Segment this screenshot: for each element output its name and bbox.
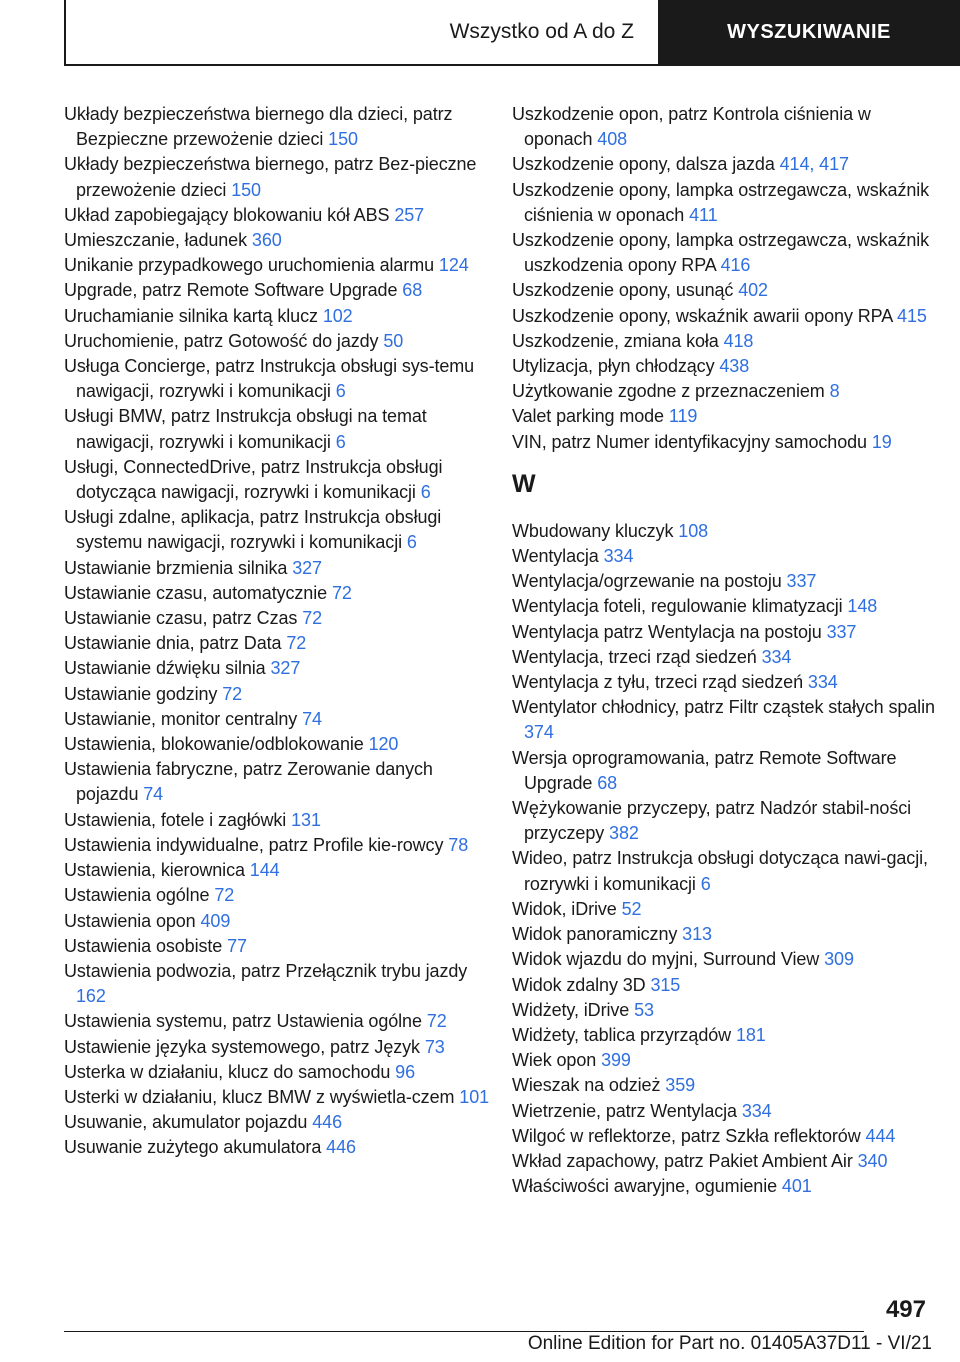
- entry-term: Uszkodzenie opony, dalsza jazda: [512, 154, 775, 175]
- entry-term: Usuwanie, akumulator pojazdu: [64, 1112, 308, 1133]
- entry-term: Widżety, tablica przyrządów: [512, 1024, 732, 1045]
- page-reference-link[interactable]: 327: [270, 658, 301, 679]
- entry-term: Uruchomienie, patrz Gotowość do jazdy: [64, 330, 379, 351]
- index-entry: [512, 846, 942, 896]
- page-reference-link[interactable]: 309: [824, 949, 854, 970]
- page-reference-link[interactable]: 119: [668, 406, 698, 427]
- page-reference-link[interactable]: 72: [214, 885, 235, 906]
- entry-term: Ustawienia indywidualne, patrz Profile kie‐rowcy: [64, 834, 444, 855]
- page-reference-link[interactable]: 327: [292, 557, 322, 578]
- entry-term: Ustawianie, monitor centralny: [64, 708, 298, 729]
- index-entry: [64, 152, 494, 202]
- page-reference-link[interactable]: 96: [395, 1061, 415, 1082]
- entry-term: Wentylator chłodnicy, patrz Filtr cząstek stałych spalin: [512, 697, 935, 718]
- entry-term: Wentylacja/ogrzewanie na postoju: [512, 571, 782, 592]
- page-reference-link[interactable]: 446: [326, 1137, 356, 1158]
- page-reference-link[interactable]: 401: [781, 1176, 812, 1197]
- entry-term: Widok panoramiczny: [512, 924, 678, 945]
- entry-term: Użytkowanie zgodne z przeznaczeniem: [512, 381, 825, 402]
- page-reference-link[interactable]: 120: [368, 734, 399, 755]
- page-reference-link[interactable]: 334: [603, 546, 634, 567]
- entry-term: Wężykowanie przyczepy, patrz Nadzór stabil‐ności przyczepy: [512, 798, 912, 844]
- entry-term: Ustawienia podwozia, patrz Przełącznik trybu jazdy: [64, 960, 468, 981]
- index-entry: [64, 556, 494, 581]
- page-reference-link[interactable]: 72: [302, 608, 323, 629]
- page-reference-link[interactable]: 181: [735, 1024, 766, 1045]
- index-entry: [64, 354, 494, 404]
- entry-term: Ustawianie dźwięku silnia: [64, 658, 266, 679]
- page-reference-link[interactable]: 78: [448, 834, 469, 855]
- footer-edition: Online Edition for Part no. 01405A37D11 - VI/21: [527, 1333, 932, 1354]
- page-reference-link[interactable]: 334: [741, 1100, 772, 1121]
- index-entry: [512, 973, 942, 998]
- entry-term: Ustawianie czasu, automatycznie: [64, 582, 328, 603]
- index-entry: [64, 732, 494, 757]
- page-reference-link[interactable]: 444: [865, 1125, 896, 1146]
- index-entry: [64, 404, 494, 454]
- page-reference-link[interactable]: 409: [200, 910, 231, 931]
- entry-term: Wentylacja foteli, regulowanie klimatyzacji: [512, 596, 843, 617]
- entry-term: Wietrzenie, patrz Wentylacja: [512, 1100, 737, 1121]
- page-reference-link[interactable]: 6: [700, 873, 711, 894]
- page-reference-link[interactable]: 68: [597, 772, 618, 793]
- entry-term: Usługi, ConnectedDrive, patrz Instrukcja obsługi dotycząca nawigacji, rozrywki i komunikacji: [64, 456, 443, 503]
- page-reference-link[interactable]: 72: [222, 683, 243, 704]
- index-entry: [64, 1085, 494, 1110]
- page-reference-link[interactable]: 315: [650, 974, 681, 995]
- page-reference-link[interactable]: 102: [322, 305, 353, 326]
- search-tab[interactable]: WYSZUKIWANIE: [658, 0, 960, 64]
- page-reference-link[interactable]: 148: [847, 596, 878, 617]
- index-entry: [64, 808, 494, 833]
- page-reference-link[interactable]: 50: [383, 330, 404, 351]
- index-entry: [64, 631, 494, 656]
- entry-term: Wieszak na odzież: [512, 1075, 661, 1096]
- entry-term: Ustawienia, fotele i zagłówki: [64, 809, 287, 830]
- entry-term: Wentylacja: [512, 546, 599, 567]
- page-reference-link[interactable]: 19: [871, 431, 892, 452]
- entry-term: Ustawienia osobiste: [64, 935, 223, 956]
- index-entry: [512, 1124, 942, 1149]
- entry-term: Wbudowany kluczyk: [512, 520, 674, 541]
- index-entry: [512, 1174, 942, 1199]
- index-entry: [512, 645, 942, 670]
- page-reference-link[interactable]: 8: [829, 381, 840, 402]
- page-reference-link[interactable]: 382: [609, 823, 639, 844]
- index-entry: [64, 934, 494, 959]
- index-entry: [512, 670, 942, 695]
- index-entry: [64, 253, 494, 278]
- entry-term: Układy bezpieczeństwa biernego dla dzieci, patrz Bezpieczne przewożenie dzieci: [64, 104, 453, 150]
- page-reference-link[interactable]: 131: [291, 809, 321, 830]
- page-reference-link[interactable]: 68: [402, 280, 423, 301]
- entry-term: Usuwanie zużytego akumulatora: [64, 1137, 322, 1158]
- page-number: 497: [885, 1296, 926, 1323]
- index-entry: [64, 329, 494, 354]
- index-entry: [64, 707, 494, 732]
- index-entry: [512, 178, 942, 228]
- entry-term: Umieszczanie, ładunek: [64, 230, 247, 251]
- entry-term: Ustawienia, kierownica: [64, 860, 245, 881]
- page-reference-link[interactable]: 124: [438, 255, 469, 276]
- index-entry: [64, 1009, 494, 1034]
- index-entry: [512, 228, 942, 278]
- entry-term: Widok wjazdu do myjni, Surround View: [512, 949, 820, 970]
- entry-term: Uszkodzenie opon, patrz Kontrola ciśnienia w oponach: [512, 104, 871, 150]
- index-entry: [512, 998, 942, 1023]
- index-entry: [64, 883, 494, 908]
- entry-term: Wentylacja z tyłu, trzeci rząd siedzeń: [512, 672, 803, 693]
- entry-term: Ustawianie dnia, patrz Data: [64, 633, 282, 654]
- entry-term: Wersja oprogramowania, patrz Remote Software Upgrade: [512, 747, 897, 793]
- section-title: Wszystko od A do Z: [449, 20, 634, 43]
- entry-term: Utylizacja, płyn chłodzący: [512, 356, 715, 377]
- page-reference-link[interactable]: 144: [249, 860, 280, 881]
- page-reference-link[interactable]: 399: [601, 1050, 631, 1071]
- entry-term: Usługa Concierge, patrz Instrukcja obsługi sys‐temu nawigacji, rozrywki i komunikacji: [64, 356, 475, 402]
- page-reference-link[interactable]: 313: [682, 924, 712, 945]
- entry-term: Ustawianie czasu, patrz Czas: [64, 608, 298, 629]
- entry-term: Valet parking mode: [512, 406, 664, 427]
- entry-term: Uszkodzenie opony, lampka ostrzegawcza, wskaźnik ciśnienia w oponach: [512, 179, 930, 225]
- page-reference-link[interactable]: 101: [459, 1086, 490, 1107]
- entry-term: Wiek opon: [512, 1050, 597, 1071]
- index-entry: [64, 278, 494, 303]
- entry-term: Wentylacja patrz Wentylacja na postoju: [512, 621, 822, 642]
- page-reference-link[interactable]: 408: [597, 129, 628, 150]
- page-reference-link[interactable]: 52: [621, 898, 642, 919]
- index-entry: [512, 329, 942, 354]
- index-entry: [64, 1110, 494, 1135]
- entry-term: Upgrade, patrz Remote Software Upgrade: [64, 280, 398, 301]
- page-reference-link[interactable]: 6: [406, 532, 417, 553]
- page-reference-link[interactable]: 340: [857, 1150, 888, 1171]
- index-entry: [64, 102, 494, 152]
- entry-term: Układ zapobiegający blokowaniu kół ABS: [64, 204, 390, 225]
- index-entry: [512, 746, 942, 796]
- page-reference-link[interactable]: 150: [231, 179, 261, 200]
- entry-term: Ustawienia systemu, patrz Ustawienia ogólne: [64, 1011, 422, 1032]
- page-reference-link[interactable]: 6: [420, 482, 431, 503]
- page-reference-link[interactable]: 334: [761, 646, 792, 667]
- index-entry: [64, 581, 494, 606]
- page-reference-link[interactable]: 72: [286, 633, 307, 654]
- index-entry: [64, 1035, 494, 1060]
- index-entry: [512, 379, 942, 404]
- index-entry: [512, 620, 942, 645]
- index-entry: [512, 354, 942, 379]
- index-entry: [512, 947, 942, 972]
- page-reference-link[interactable]: 162: [76, 986, 106, 1007]
- entry-term: Wideo, patrz Instrukcja obsługi dotycząca nawi‐gacji, rozrywki i komunikacji: [512, 848, 928, 894]
- index-entry: [64, 833, 494, 858]
- index-entry: [512, 102, 942, 152]
- index-entry: [512, 897, 942, 922]
- index-entry: [512, 1073, 942, 1098]
- entry-term: Ustawienie języka systemowego, patrz Język: [64, 1036, 420, 1057]
- index-entry: [64, 1060, 494, 1085]
- index-entry: [64, 656, 494, 681]
- entry-term: Uszkodzenie opony, wskaźnik awarii opony RPA: [512, 305, 893, 326]
- entry-term: Uszkodzenie opony, lampka ostrzegawcza, wskaźnik uszkodzenia opony RPA: [512, 230, 930, 276]
- page-reference-link[interactable]: 257: [394, 204, 425, 225]
- index-entry: [512, 519, 942, 544]
- page-reference-link[interactable]: 446: [312, 1112, 342, 1133]
- index-entry: [64, 455, 494, 505]
- index-entry: [512, 278, 942, 303]
- index-entry: [512, 796, 942, 846]
- entry-term: Uruchamianie silnika kartą klucz: [64, 305, 318, 326]
- entry-term: Unikanie przypadkowego uruchomienia alarmu: [64, 255, 435, 276]
- page-reference-link[interactable]: 73: [424, 1036, 445, 1057]
- page-reference-link[interactable]: 6: [335, 431, 346, 452]
- index-group-u-v: [512, 102, 942, 455]
- index-entry: [64, 606, 494, 631]
- letter-heading-w: W: [512, 469, 536, 498]
- entry-term: Ustawienia ogólne: [64, 885, 210, 906]
- index-entry: [64, 757, 494, 807]
- index-entry: [512, 544, 942, 569]
- page-reference-link[interactable]: 6: [335, 381, 346, 402]
- entry-term: Wkład zapachowy, patrz Pakiet Ambient Air: [512, 1150, 853, 1171]
- entry-term: Ustawienia opon: [64, 910, 196, 931]
- entry-term: Ustawienia, blokowanie/odblokowanie: [64, 734, 364, 755]
- page-reference-link[interactable]: 415: [897, 305, 927, 326]
- entry-term: Właściwości awaryjne, ogumienie: [512, 1176, 778, 1197]
- entry-term: Wilgoć w reflektorze, patrz Szkła reflektorów: [512, 1125, 861, 1146]
- index-entry: [512, 304, 942, 329]
- page-reference-link[interactable]: 359: [665, 1075, 696, 1096]
- index-entry: [512, 1048, 942, 1073]
- index-column-right: [512, 102, 942, 1199]
- entry-term: Układy bezpieczeństwa biernego, patrz Bez‐pieczne przewożenie dzieci: [64, 154, 477, 200]
- index-entry: [64, 909, 494, 934]
- entry-term: Widżety, iDrive: [512, 999, 630, 1020]
- page-reference-link[interactable]: 374: [524, 722, 554, 743]
- index-entry: [512, 430, 942, 455]
- entry-term: Uszkodzenie, zmiana koła: [512, 330, 719, 351]
- page-reference-link[interactable]: 334: [807, 672, 838, 693]
- entry-term: Widok, iDrive: [512, 898, 617, 919]
- entry-term: Uszkodzenie opony, usunąć: [512, 280, 734, 301]
- entry-term: Usterki w działaniu, klucz BMW z wyświetla‐czem: [64, 1086, 455, 1107]
- index-entry: [512, 1023, 942, 1048]
- page-reference-link[interactable]: 418: [723, 330, 754, 351]
- entry-term: Ustawianie godziny: [64, 683, 218, 704]
- page-reference-link[interactable]: 414, 417: [779, 154, 849, 175]
- entry-term: Ustawianie brzmienia silnika: [64, 557, 288, 578]
- index-column-left: [64, 102, 494, 1161]
- index-entry: [512, 152, 942, 177]
- index-entry: [512, 569, 942, 594]
- page-reference-link[interactable]: 360: [251, 230, 282, 251]
- page-reference-link[interactable]: 402: [738, 280, 768, 301]
- index-entry: [512, 695, 942, 745]
- index-entry: [512, 1099, 942, 1124]
- index-group-w: [512, 519, 942, 1199]
- entry-term: Ustawienia fabryczne, patrz Zerowanie danych pojazdu: [64, 759, 433, 805]
- page-reference-link[interactable]: 337: [786, 571, 817, 592]
- page-reference-link[interactable]: 77: [227, 935, 247, 956]
- index-entry: [512, 922, 942, 947]
- page-reference-link[interactable]: 74: [143, 784, 164, 805]
- index-entry: [64, 203, 494, 228]
- page-reference-link[interactable]: 411: [689, 204, 718, 225]
- page-reference-link[interactable]: 53: [634, 999, 654, 1020]
- page-reference-link[interactable]: 108: [678, 520, 709, 541]
- entry-term: Usterka w działaniu, klucz do samochodu: [64, 1061, 391, 1082]
- index-entry: [64, 1135, 494, 1160]
- page-reference-link[interactable]: 438: [719, 356, 750, 377]
- index-entry: [64, 505, 494, 555]
- page-reference-link[interactable]: 74: [302, 708, 322, 729]
- page-reference-link[interactable]: 72: [331, 582, 352, 603]
- entry-term: VIN, patrz Numer identyfikacyjny samochodu: [512, 431, 867, 452]
- index-entry: [64, 228, 494, 253]
- index-entry: [64, 959, 494, 1009]
- page-reference-link[interactable]: 337: [826, 621, 857, 642]
- entry-term: Usługi zdalne, aplikacja, patrz Instrukcja obsługi systemu nawigacji, rozrywki i komunikacji: [64, 507, 442, 553]
- entry-term: Usługi BMW, patrz Instrukcja obsługi na temat nawigacji, rozrywki i komunikacji: [64, 406, 427, 452]
- index-entry: [64, 858, 494, 883]
- index-entry: [512, 594, 942, 619]
- page-reference-link[interactable]: 72: [426, 1011, 447, 1032]
- page-reference-link[interactable]: 150: [328, 129, 358, 150]
- entry-term: Widok zdalny 3D: [512, 974, 646, 995]
- footer-divider: [64, 1331, 864, 1332]
- index-entry: [64, 304, 494, 329]
- index-entry: [64, 682, 494, 707]
- entry-term: Wentylacja, trzeci rząd siedzeń: [512, 646, 757, 667]
- page-reference-link[interactable]: 416: [720, 255, 751, 276]
- index-entry: [512, 1149, 942, 1174]
- index-entry: [512, 404, 942, 429]
